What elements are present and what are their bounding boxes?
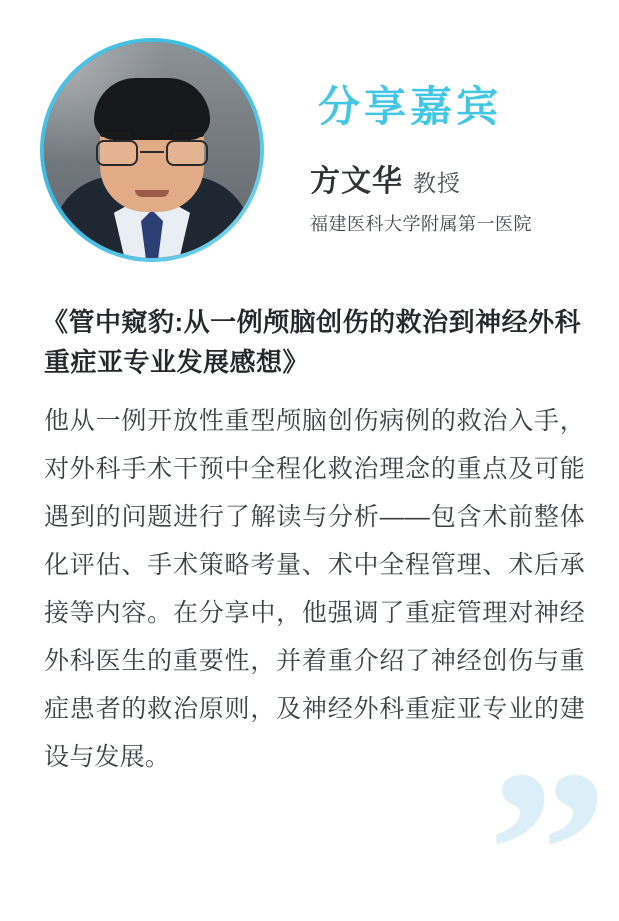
- talk-content: [0, 262, 619, 781]
- glasses-lens-left: [96, 140, 138, 166]
- speaker-organization: 福建医科大学附属第一医院: [310, 214, 532, 235]
- speaker-name: 方文华: [310, 165, 403, 199]
- portrait-brow-left: [100, 132, 130, 137]
- portrait-brow-right: [174, 132, 204, 137]
- quote-mark-decoration: ”: [487, 723, 600, 921]
- section-badge-title: 分享嘉宾: [318, 83, 503, 130]
- talk-title: 《管中窥豹:从一例颅脑创伤的救治到神经外科重症亚专业发展感想》: [42, 307, 582, 378]
- speaker-info: [264, 38, 619, 236]
- portrait-mouth: [135, 190, 169, 197]
- glasses-bridge: [140, 151, 164, 153]
- avatar-image: [44, 42, 260, 258]
- speaker-header: [0, 0, 619, 262]
- glasses-icon: [94, 140, 210, 166]
- avatar: [40, 38, 264, 262]
- glasses-lens-right: [166, 140, 208, 166]
- speaker-role: 教授: [413, 170, 461, 197]
- speaker-portrait-icon: [44, 42, 260, 258]
- speaker-name-row: [310, 156, 619, 200]
- portrait-hair: [94, 78, 210, 140]
- talk-description: 他从一例开放性重型颅脑创伤病例的救治入手，对外科手术干预中全程化救治理念的重点及可能遇到的问题进行了解读与分析——包含术前整体化评估、手术策略考量、术中全程管理、术后承接等内容。在分享中，他强调了重症管理对神经外科医生的重要性，并着重介绍了神经创伤与重症患者的救治原则，及神经外科重症亚专业的建设与发展。: [44, 406, 585, 771]
